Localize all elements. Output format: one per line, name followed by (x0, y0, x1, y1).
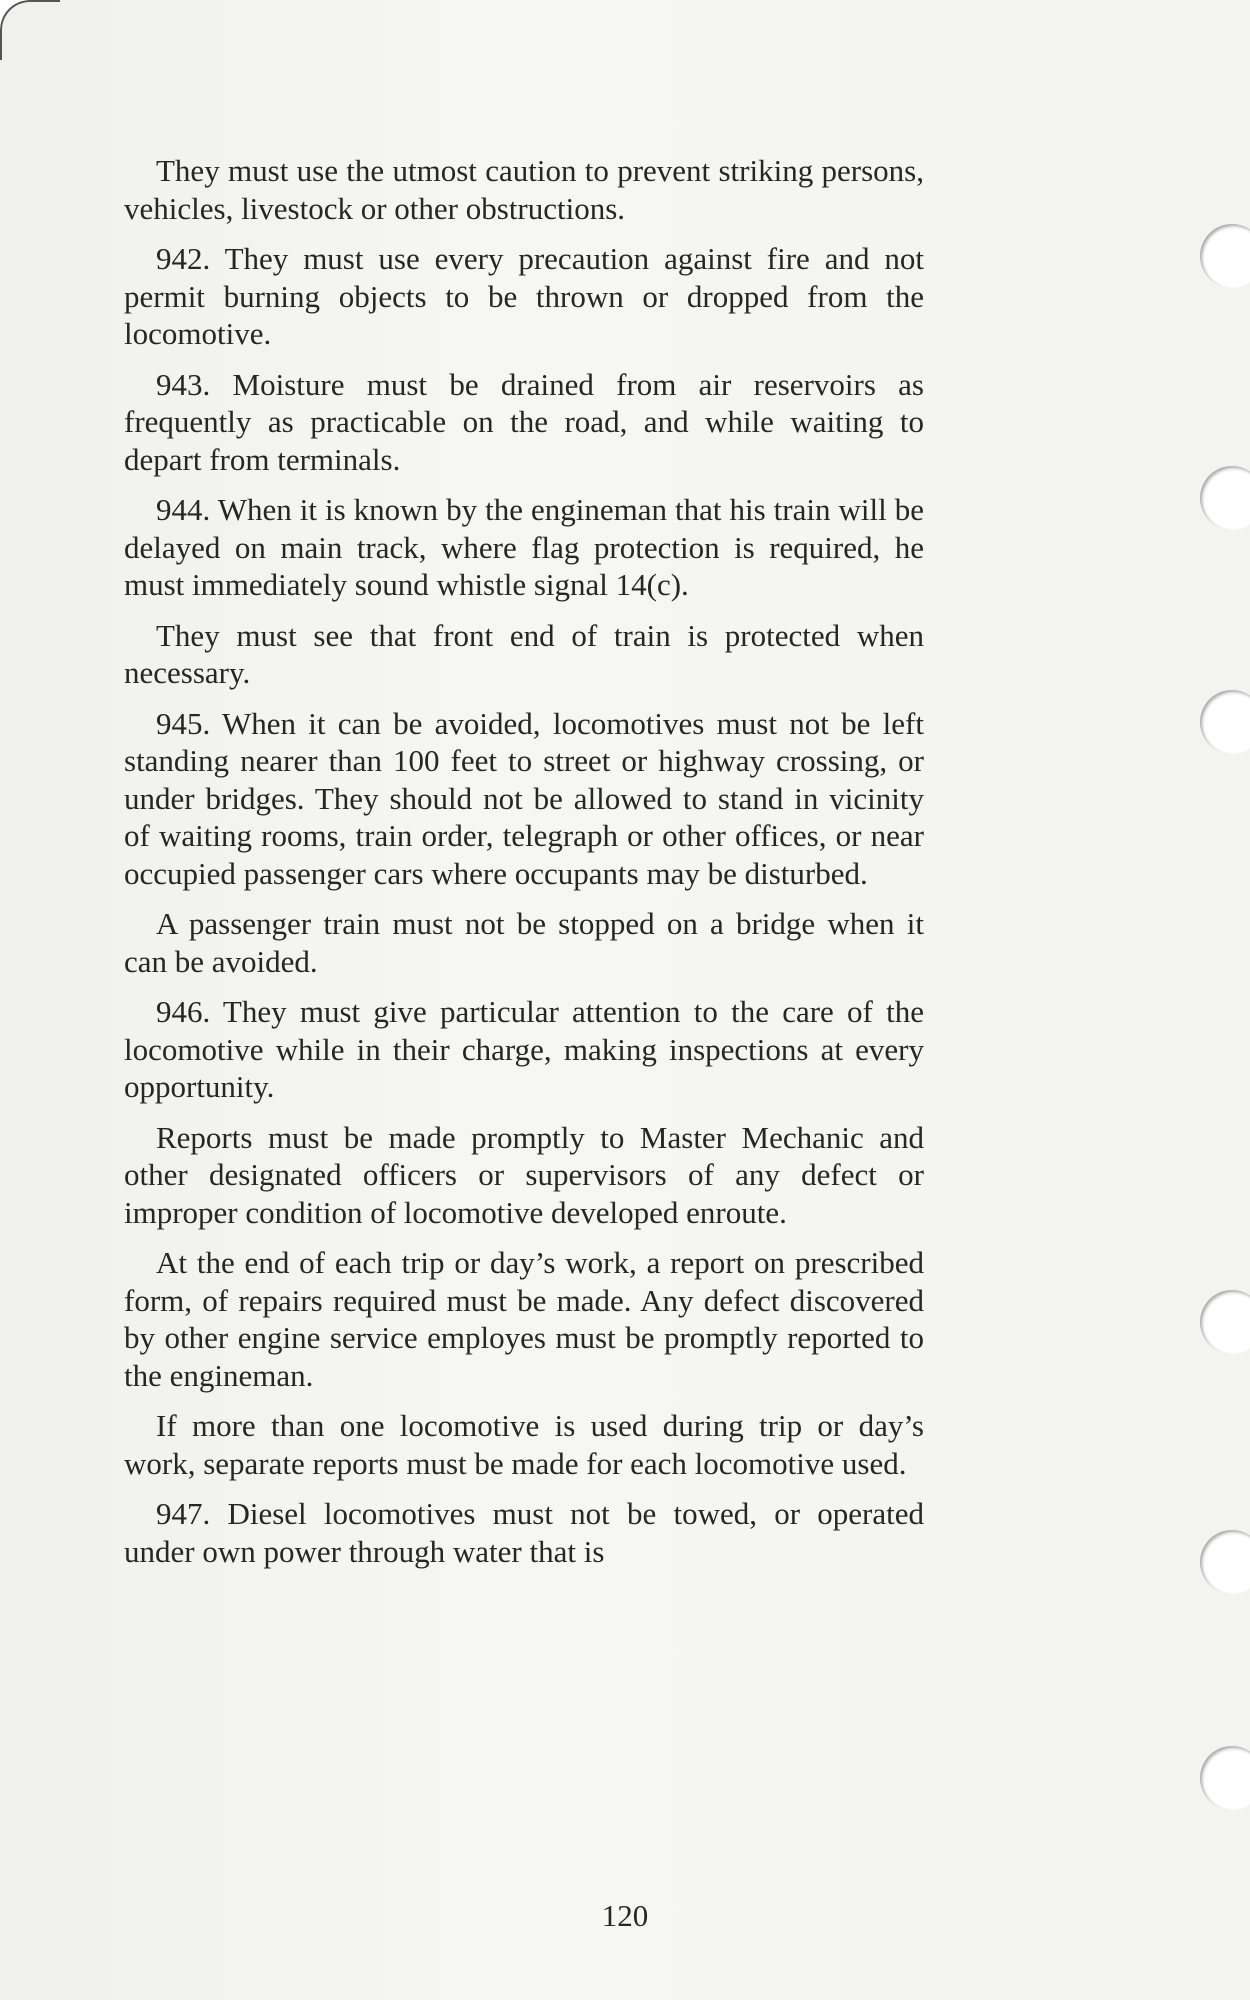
paragraph: A passenger train must not be stopped on a bridge when it can be avoided. (124, 906, 924, 979)
paragraph: 943. Moisture must be drained from air reservoirs as frequently as practicable on the road, and while waiting to depart from terminals. (124, 366, 924, 477)
body-text (124, 152, 924, 1583)
paragraph: 944. When it is known by the engineman that his train will be delayed on main track, where flag protection is required, he must immediately sound whistle signal 14(c). (124, 492, 924, 602)
page-corner (0, 0, 60, 60)
page-number: 120 (601, 1898, 649, 1933)
paragraph: 945. When it can be avoided, locomotives must not be left standing nearer than 100 feet to street or highway crossing, or under bridges. They should not be allowed to stand in vicinity of waiting rooms, train order, telegraph or other offices, or near occupied passenger cars where occupants may be disturbed. (124, 705, 924, 891)
paragraph: Reports must be made promptly to Master Mechanic and other designated officers or supervisors of any defect or improper condition of locomotive developed enroute. (124, 1119, 924, 1230)
binder-hole (1200, 224, 1250, 288)
paragraph: At the end of each trip or day’s work, a report on prescribed form, of repairs required must be made. Any defect discovered by other engine service employes must be promptly reported to the engineman. (124, 1245, 924, 1393)
binder-hole (1200, 1530, 1250, 1594)
paragraph: If more than one locomotive is used during trip or day’s work, separate reports must be made for each locomotive used. (124, 1408, 924, 1481)
binder-hole (1200, 1290, 1250, 1354)
paragraph: 946. They must give particular attention to the care of the locomotive while in their charge, making inspections at every opportunity. (124, 994, 924, 1104)
binder-hole (1200, 1746, 1250, 1810)
paragraph: 947. Diesel locomotives must not be towed, or operated under own power through water that is (124, 1496, 924, 1569)
binder-hole (1200, 690, 1250, 754)
binder-hole (1200, 466, 1250, 530)
paragraph: 942. They must use every precaution against fire and not permit burning objects to be thrown or dropped from the locomotive. (124, 241, 924, 351)
paragraph: They must see that front end of train is protected when necessary. (124, 617, 924, 690)
paragraph: They must use the utmost caution to prevent striking persons, vehicles, livestock or other obstructions. (124, 153, 924, 226)
